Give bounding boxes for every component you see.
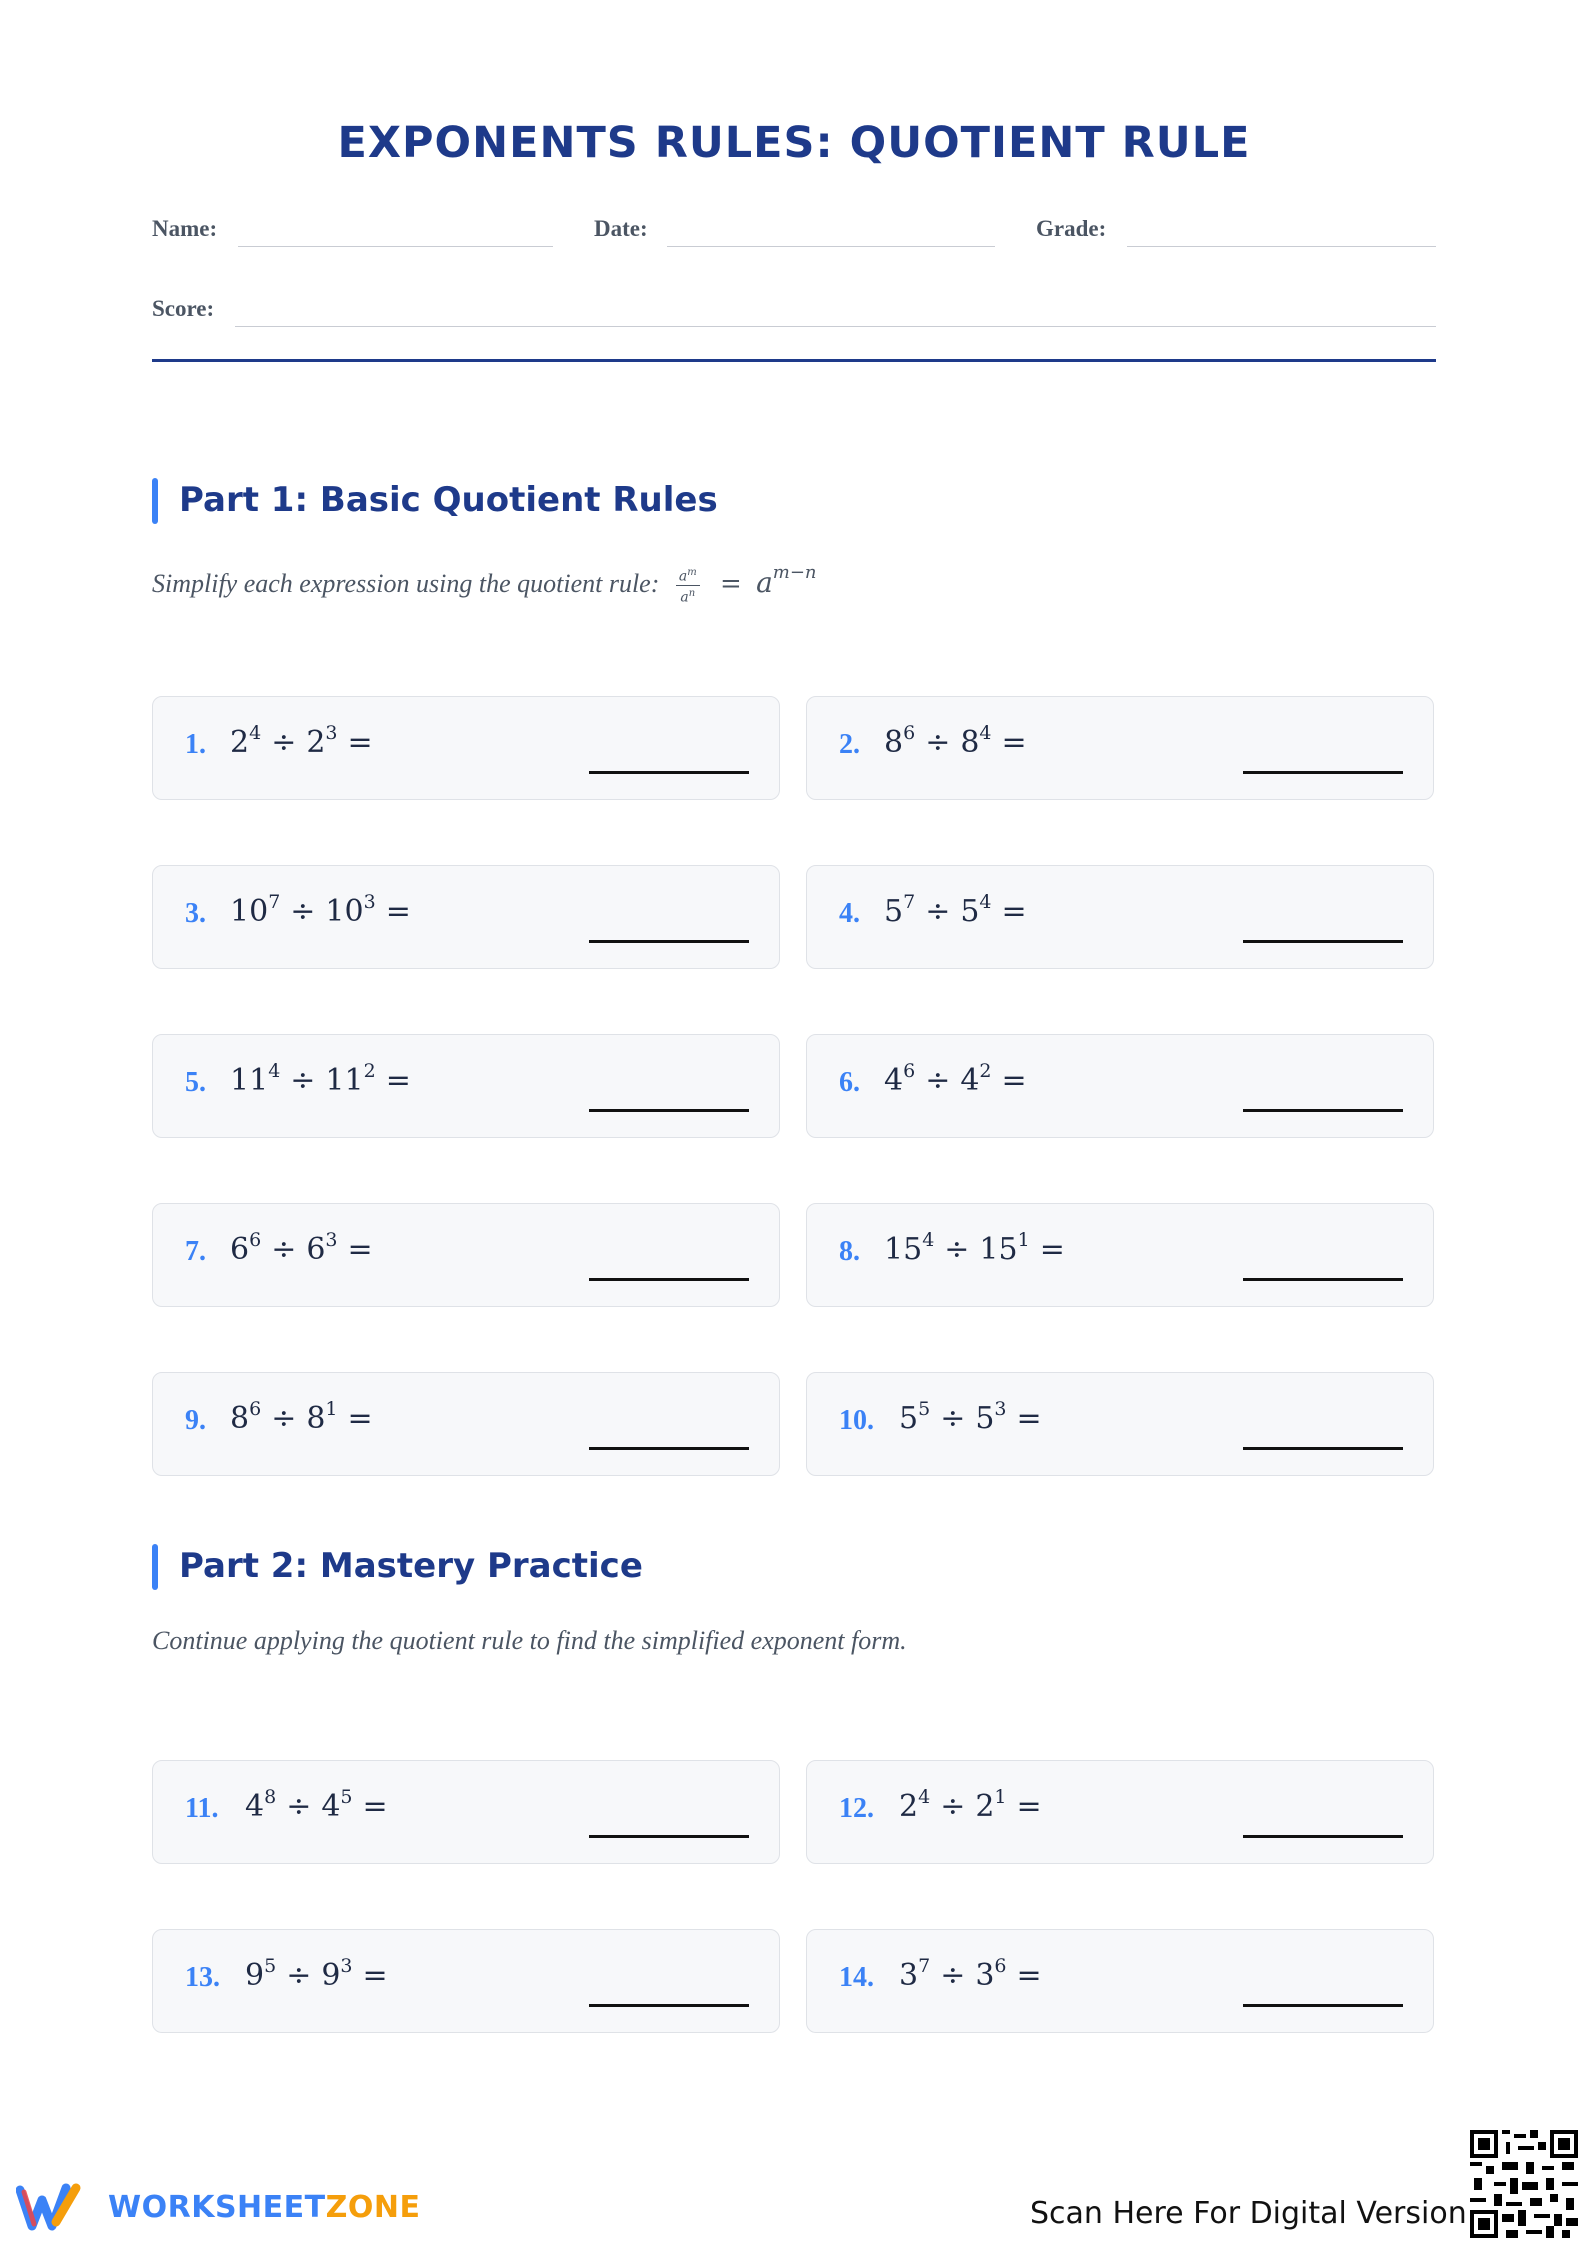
answer-blank[interactable] — [1243, 2004, 1403, 2007]
score-label: Score: — [152, 296, 215, 321]
divide-sign: ÷ — [940, 1958, 966, 1993]
divide-sign: ÷ — [944, 1232, 970, 1267]
brand-part1: WORKSHEET — [108, 2190, 326, 2225]
rule-result-exp: m−n — [772, 562, 817, 583]
problem-number: 13. — [185, 1962, 220, 1993]
date-label: Date: — [594, 216, 648, 241]
rule-den-exp: n — [688, 587, 696, 599]
problem-number: 1. — [185, 729, 206, 760]
problem-number: 9. — [185, 1405, 206, 1436]
name-field[interactable] — [238, 246, 553, 247]
divisor-base: 4 — [321, 1789, 341, 1824]
answer-blank[interactable] — [589, 1278, 749, 1281]
problem-number: 8. — [839, 1236, 860, 1267]
divisor-exponent: 2 — [363, 1060, 376, 1082]
equals-sign: = — [347, 725, 373, 760]
grade-field[interactable] — [1127, 246, 1436, 247]
dividend-exponent: 6 — [903, 722, 916, 744]
qr-code-icon[interactable] — [1470, 2130, 1578, 2238]
divisor-exponent: 4 — [979, 722, 992, 744]
equals-sign: = — [347, 1401, 373, 1436]
answer-blank[interactable] — [1243, 1278, 1403, 1281]
score-field[interactable] — [235, 326, 1436, 327]
divisor-base: 5 — [975, 1401, 995, 1436]
problem-expression — [230, 1060, 421, 1098]
rule-den-base: a — [680, 589, 689, 606]
problem-expression — [884, 1060, 1037, 1098]
dividend-exponent: 7 — [903, 891, 916, 913]
divide-sign: ÷ — [271, 725, 297, 760]
problem-expression — [230, 722, 383, 760]
divisor-exponent: 1 — [1017, 1229, 1030, 1251]
divisor-base: 9 — [321, 1958, 341, 1993]
worksheet-title: EXPONENTS RULES: QUOTIENT RULE — [337, 118, 1251, 168]
problem-card — [806, 1372, 1434, 1476]
equals-sign: = — [1039, 1232, 1065, 1267]
dividend-base: 11 — [230, 1063, 269, 1098]
equals-sign: = — [1016, 1789, 1042, 1824]
problem-expression — [245, 1786, 398, 1824]
divisor-exponent: 3 — [994, 1398, 1007, 1420]
divisor-base: 11 — [325, 1063, 364, 1098]
problem-card — [152, 1760, 780, 1864]
part1-accent-bar — [152, 478, 158, 524]
dividend-exponent: 5 — [264, 1955, 277, 1977]
problem-number: 2. — [839, 729, 860, 760]
answer-blank[interactable] — [1243, 940, 1403, 943]
divisor-exponent: 6 — [994, 1955, 1007, 1977]
problem-number: 10. — [839, 1405, 874, 1436]
answer-blank[interactable] — [589, 2004, 749, 2007]
problem-expression — [899, 1786, 1052, 1824]
dividend-base: 5 — [884, 894, 904, 929]
divisor-base: 8 — [960, 725, 980, 760]
divisor-base: 3 — [975, 1958, 995, 1993]
answer-blank[interactable] — [1243, 1835, 1403, 1838]
problem-number: 14. — [839, 1962, 874, 1993]
date-field[interactable] — [667, 246, 995, 247]
problem-card — [152, 865, 780, 969]
divide-sign: ÷ — [286, 1958, 312, 1993]
divisor-base: 15 — [979, 1232, 1018, 1267]
divisor-exponent: 3 — [325, 1229, 338, 1251]
dividend-base: 8 — [884, 725, 904, 760]
dividend-base: 15 — [884, 1232, 923, 1267]
answer-blank[interactable] — [589, 1109, 749, 1112]
divisor-exponent: 3 — [363, 891, 376, 913]
dividend-exponent: 4 — [249, 722, 262, 744]
problem-expression — [245, 1955, 398, 1993]
problem-expression — [884, 891, 1037, 929]
problem-card — [806, 696, 1434, 800]
quotient-rule-formula — [666, 562, 817, 606]
divide-sign: ÷ — [925, 1063, 951, 1098]
divisor-base: 6 — [306, 1232, 326, 1267]
equals-sign: = — [385, 1063, 411, 1098]
problem-expression — [899, 1955, 1052, 1993]
divide-sign: ÷ — [271, 1232, 297, 1267]
problem-card — [806, 1034, 1434, 1138]
equals-sign: = — [1001, 894, 1027, 929]
problem-card — [806, 865, 1434, 969]
dividend-base: 8 — [230, 1401, 250, 1436]
dividend-exponent: 4 — [268, 1060, 281, 1082]
header-divider — [152, 359, 1436, 362]
divide-sign: ÷ — [286, 1789, 312, 1824]
problem-card — [152, 1929, 780, 2033]
equals-sign: = — [385, 894, 411, 929]
part1-instruction — [152, 562, 817, 605]
problem-card — [806, 1929, 1434, 2033]
dividend-exponent: 7 — [918, 1955, 931, 1977]
part1-title: Part 1: Basic Quotient Rules — [179, 480, 718, 520]
dividend-base: 6 — [230, 1232, 250, 1267]
answer-blank[interactable] — [589, 1447, 749, 1450]
answer-blank[interactable] — [1243, 771, 1403, 774]
problem-number: 3. — [185, 898, 206, 929]
rule-result-base: a — [756, 566, 773, 599]
equals-sign: = — [1016, 1401, 1042, 1436]
divide-sign: ÷ — [290, 1063, 316, 1098]
dividend-base: 9 — [245, 1958, 265, 1993]
divisor-exponent: 3 — [325, 722, 338, 744]
divide-sign: ÷ — [271, 1401, 297, 1436]
dividend-exponent: 7 — [268, 891, 281, 913]
dividend-base: 4 — [884, 1063, 904, 1098]
scan-caption: Scan Here For Digital Version — [1030, 2196, 1467, 2231]
dividend-exponent: 5 — [918, 1398, 931, 1420]
brand-name — [108, 2190, 420, 2225]
problem-number: 12. — [839, 1793, 874, 1824]
answer-blank[interactable] — [1243, 1109, 1403, 1112]
problem-number: 7. — [185, 1236, 206, 1267]
divisor-base: 5 — [960, 894, 980, 929]
divisor-exponent: 1 — [325, 1398, 338, 1420]
divide-sign: ÷ — [290, 894, 316, 929]
problem-expression — [230, 1229, 383, 1267]
problem-expression — [884, 1229, 1075, 1267]
answer-blank[interactable] — [589, 771, 749, 774]
problem-expression — [899, 1398, 1052, 1436]
equals-sign: = — [362, 1789, 388, 1824]
divisor-base: 2 — [975, 1789, 995, 1824]
dividend-base: 4 — [245, 1789, 265, 1824]
dividend-base: 2 — [230, 725, 250, 760]
dividend-base: 5 — [899, 1401, 919, 1436]
problem-card — [152, 696, 780, 800]
worksheetzone-logo-icon — [16, 2180, 96, 2232]
divide-sign: ÷ — [925, 725, 951, 760]
part2-accent-bar — [152, 1544, 158, 1590]
divisor-exponent: 3 — [340, 1955, 353, 1977]
dividend-base: 3 — [899, 1958, 919, 1993]
equals-sign: = — [362, 1958, 388, 1993]
dividend-exponent: 6 — [249, 1398, 262, 1420]
problem-number: 5. — [185, 1067, 206, 1098]
problem-expression — [230, 891, 421, 929]
dividend-base: 2 — [899, 1789, 919, 1824]
part1-instruction-text: Simplify each expression using the quotient rule: — [152, 569, 660, 598]
divide-sign: ÷ — [925, 894, 951, 929]
problem-number: 11. — [185, 1793, 219, 1824]
problem-expression — [884, 722, 1037, 760]
equals-sign: = — [347, 1232, 373, 1267]
answer-blank[interactable] — [1243, 1447, 1403, 1450]
part2-title: Part 2: Mastery Practice — [179, 1546, 643, 1586]
dividend-exponent: 6 — [249, 1229, 262, 1251]
dividend-exponent: 4 — [922, 1229, 935, 1251]
divisor-base: 8 — [306, 1401, 326, 1436]
answer-blank[interactable] — [589, 1835, 749, 1838]
part2-instruction: Continue applying the quotient rule to find the simplified exponent form. — [152, 1626, 907, 1655]
dividend-exponent: 6 — [903, 1060, 916, 1082]
problem-card — [152, 1034, 780, 1138]
dividend-base: 10 — [230, 894, 269, 929]
equals-sign: = — [1016, 1958, 1042, 1993]
rule-fraction — [676, 565, 700, 605]
problem-card — [152, 1372, 780, 1476]
problem-expression — [230, 1398, 383, 1436]
divisor-exponent: 1 — [994, 1786, 1007, 1808]
dividend-exponent: 8 — [264, 1786, 277, 1808]
divisor-exponent: 4 — [979, 891, 992, 913]
problem-number: 4. — [839, 898, 860, 929]
problem-number: 6. — [839, 1067, 860, 1098]
grade-label: Grade: — [1036, 216, 1107, 241]
divisor-exponent: 2 — [979, 1060, 992, 1082]
dividend-exponent: 4 — [918, 1786, 931, 1808]
divisor-base: 2 — [306, 725, 326, 760]
equals-sign: = — [1001, 725, 1027, 760]
rule-equals: = — [720, 569, 742, 599]
divide-sign: ÷ — [940, 1401, 966, 1436]
divisor-base: 10 — [325, 894, 364, 929]
name-label: Name: — [152, 216, 218, 241]
rule-num-exp: m — [687, 566, 697, 578]
problem-card — [806, 1760, 1434, 1864]
problem-card — [806, 1203, 1434, 1307]
answer-blank[interactable] — [589, 940, 749, 943]
brand-part2: ZONE — [325, 2190, 421, 2225]
divide-sign: ÷ — [940, 1789, 966, 1824]
divisor-base: 4 — [960, 1063, 980, 1098]
equals-sign: = — [1001, 1063, 1027, 1098]
problem-card — [152, 1203, 780, 1307]
divisor-exponent: 5 — [340, 1786, 353, 1808]
rule-num-base: a — [678, 568, 688, 585]
